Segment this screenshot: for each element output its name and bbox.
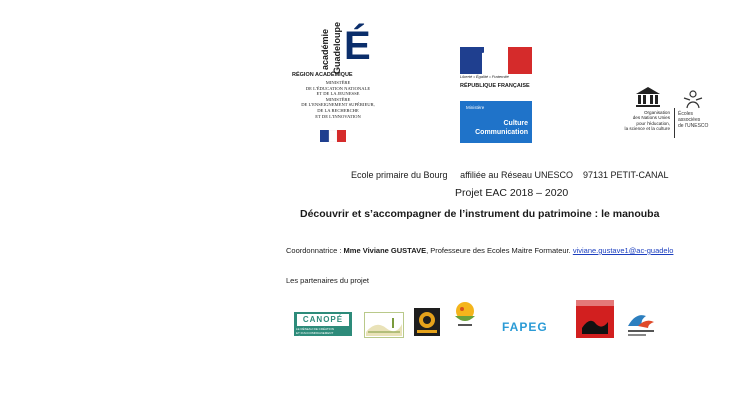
schools-line: associées <box>678 116 701 123</box>
ministry-line: DE L'ÉDUCATION NATIONALE <box>305 85 371 91</box>
ministry-line: DE LA RECHERCHE <box>317 107 359 113</box>
ministry-line: DE L'ENSEIGNEMENT SUPÉRIEUR, <box>301 102 375 108</box>
ministry-lines <box>288 80 388 119</box>
culture-word: Culture <box>503 120 528 127</box>
unesco-divider <box>674 108 675 138</box>
republique-francaise-logo <box>460 47 532 95</box>
academie-word: académie <box>320 28 330 70</box>
canope-subtitle-line: LE RÉSEAU DE CRÉATION <box>296 327 334 331</box>
academie-wordmark <box>312 21 346 74</box>
ministry-line: MINISTÈRE <box>325 80 351 85</box>
ministry-line: ET DE L'INNOVATION <box>315 113 361 119</box>
region-academique: RÉGION ACADÉMIQUE <box>292 72 353 78</box>
school-affiliation: affiliée au Réseau UNESCO <box>460 170 573 180</box>
coordinator-name: Mme Viviane GUSTAVE <box>343 246 427 255</box>
coordinator-email-link[interactable]: viviane.gustave1@ac-guadelo <box>572 246 674 255</box>
academie-guadeloupe-logo <box>288 21 398 144</box>
schools-line: Écoles <box>678 111 694 117</box>
republique-motto: Liberté • Égalité • Fraternité <box>460 74 509 79</box>
partner-landscape-logo <box>364 312 404 338</box>
canope-subtitle <box>296 327 350 339</box>
aspnet-figure-icon <box>682 88 704 110</box>
french-flag-icon <box>320 130 346 142</box>
school-place: 97131 PETIT-CANAL <box>583 170 669 180</box>
canope-name: CANOPÉ <box>297 314 349 326</box>
unesco-line: Organisation <box>643 110 670 115</box>
unesco-line: des Nations Unies <box>632 115 670 121</box>
schools-line: de l'UNESCO <box>678 122 709 129</box>
project-title: Découvrir et s’accompagner de l’instrument du patrimoine : le manouba <box>300 208 660 220</box>
canope-subtitle-line: ET D'ACCOMPAGNEMENT PÉDAGOGIQUES <box>296 331 334 339</box>
ministere-label: Ministère <box>466 105 485 110</box>
coordinator-role: , Professeure des Ecoles Maitre Formateur. <box>426 246 571 255</box>
ministere-culture-logo <box>460 101 532 143</box>
unesco-logo <box>608 86 718 144</box>
canope-logo <box>294 312 352 339</box>
partner-red-logo <box>576 300 614 338</box>
unesco-org-text <box>608 110 670 132</box>
guadeloupe-word: Guadeloupe <box>332 21 342 74</box>
unesco-temple-icon <box>635 86 661 108</box>
communication-word: Communication <box>475 129 528 136</box>
academie-e-letter: É <box>344 24 371 68</box>
project-line: Projet EAC 2018 – 2020 <box>455 187 569 199</box>
partner-sun-logo <box>452 300 478 328</box>
unesco-line: pour l'éducation, <box>636 120 670 126</box>
coordinator-line <box>286 246 673 255</box>
unesco-schools-text <box>678 112 708 129</box>
republique-name: RÉPUBLIQUE FRANÇAISE <box>460 83 530 89</box>
partner-bird-logo <box>624 308 658 338</box>
partners-heading: Les partenaires du projet <box>286 276 369 285</box>
coordinator-label: Coordonnatrice : <box>286 246 342 255</box>
ministry-line: MINISTÈRE <box>325 96 351 102</box>
fapeg-wordmark: FAPEG <box>502 320 548 334</box>
unesco-line: la science et la culture <box>624 126 670 132</box>
ministry-line: ET DE LA JEUNESSE <box>316 91 360 97</box>
fapeg-logo <box>502 320 548 334</box>
school-name: Ecole primaire du Bourg <box>351 170 448 180</box>
marianne-flag-icon <box>460 47 532 74</box>
culture-label <box>475 119 528 137</box>
school-line <box>351 170 669 180</box>
partner-drum-logo <box>414 308 440 336</box>
